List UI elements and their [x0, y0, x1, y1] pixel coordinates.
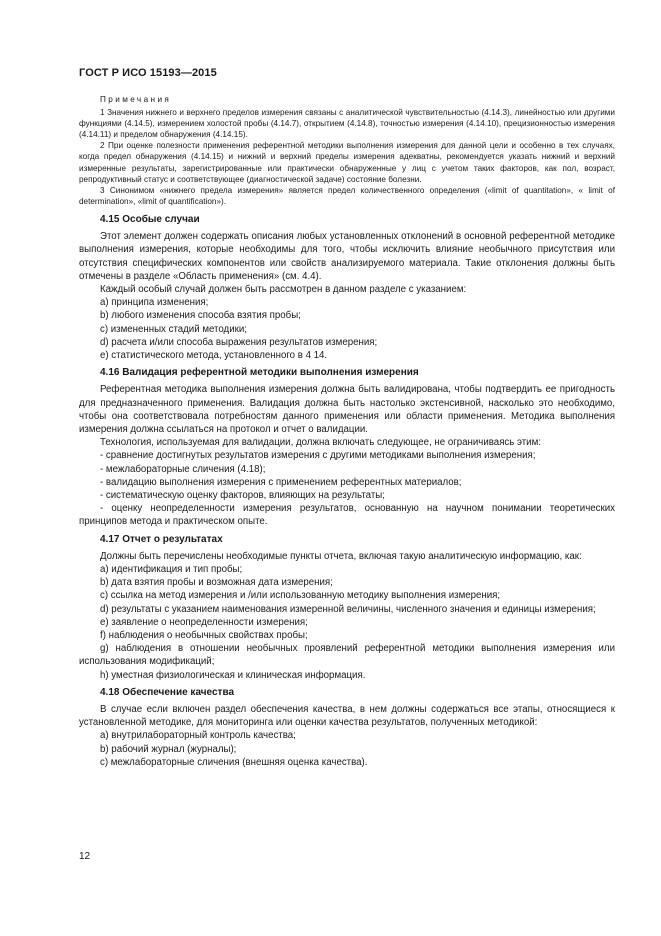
section-4-16-paragraph: Технология, используемая для валидации, должна включать следующее, не ограничиваясь этим: — [100, 437, 541, 449]
list-item: - оценку неопределенности измерения результатов, основанную на научном понимании теоретических принципов метода и практическом опыте. — [79, 503, 615, 528]
list-item: f) наблюдения о необычных свойствах пробы; — [100, 630, 308, 642]
notes-block — [79, 94, 615, 207]
list-item: e) статистического метода, установленного в 4 14. — [100, 349, 328, 361]
document-body — [79, 94, 615, 769]
section-4-15-paragraph: Каждый особый случай должен быть рассмотрен в данном разделе с указанием: — [100, 283, 467, 295]
section-4-17-paragraph: Должны быть перечислены необходимые пункты отчета, включая такую аналитическую информацию, как: — [100, 550, 582, 562]
list-item: c) измененных стадий методики; — [100, 323, 247, 335]
list-item: b) любого изменения способа взятия пробы; — [100, 310, 301, 322]
list-item: e) заявление о неопределенности измерения; — [100, 616, 308, 628]
list-item: b) рабочий журнал (журналы); — [100, 743, 237, 755]
list-item: - валидацию выполнения измерения с применением референтных материалов; — [100, 476, 462, 488]
note-2: 2 При оценке полезности применения референтной методики выполнения измерения для данной цели и особенно в тех случаях, когда предел обнаружения (4.14.15) и нижний и верхний пределы измерения адекватны, рекомендуется указать нижний и верхний измеренные результаты, зарегистрированные или практически обнаруженные у лиц с учетом таких факторов, как пол, возраст, репродуктивный статус и соответствующее (диагностической задаче) состояние болезни. — [79, 141, 615, 184]
list-item: - сравнение достигнутых результатов измерения с другими методиками выполнения измерения; — [100, 450, 536, 462]
document-header: ГОСТ Р ИСО 15193—2015 — [79, 67, 217, 79]
section-4-17-heading: 4.17 Отчет о результатах — [100, 533, 223, 545]
list-item: c) межлабораторные сличения (внешняя оценка качества). — [100, 756, 368, 768]
list-item: a) принципа изменения; — [100, 297, 209, 309]
note-3: 3 Синонимом «нижнего предела измерения» является предел количественного определения («limit of quantitation», « limit of determination», «limit of quantification»). — [79, 185, 615, 206]
note-1: 1 Значения нижнего и верхнего пределов измерения связаны с аналитической чувствительностью (4.14.3), линейностью или другими функциями (4.14.5), измерением холостой пробы (4.14.7), открытием (4.14.8), точностью измерения (4.14.10), прецизионностью измерения (4.14.11) и пределом обнаружения (4.14.15). — [79, 108, 615, 140]
list-item: g) наблюдения в отношении необычных проявлений референтной методики выполнения измерения или использования модификаций; — [79, 643, 615, 668]
section-4-16-heading: 4.16 Валидация референтной методики выполнения измерения — [100, 367, 419, 379]
list-item: b) дата взятия пробы и возможная дата измерения; — [100, 577, 333, 589]
list-item: a) внутрилабораторный контроль качества; — [100, 730, 296, 742]
notes-title: Примечания — [100, 95, 172, 104]
list-item: d) результаты с указанием наименования измеренной величины, численного значения и единицы измерения; — [100, 603, 596, 615]
section-4-18-heading: 4.18 Обеспечение качества — [100, 686, 235, 698]
list-item: - систематическую оценку факторов, влияющих на результаты; — [100, 490, 385, 501]
list-item: d) расчета и/или способа выражения результатов измерения; — [100, 336, 378, 348]
section-4-16-paragraph: Референтная методика выполнения измерения должна быть валидирована, чтобы подтвердить ее пригодность для предназначенного применения. Валидация должна быть настолько экстенсивной, насколько это необходимо, чтобы она соответствовала потребностям данного применения или области применения. Методика выполнения измерения должна ссылаться на протокол и отчет о валидации. — [79, 384, 615, 435]
section-4-15-paragraph: Этот элемент должен содержать описания любых установленных отклонений в основной референтной методике выполнения измерения, которые необходимы для того, чтобы исключить влияние необычного присутствия или отсутствия специфических компонентов или свойств анализируемого материала. Такие отклонения должны быть отмечены в разделе «Область применения» (см. 4.4). — [79, 231, 615, 282]
section-4-18-paragraph: В случае если включен раздел обеспечения качества, в нем должны содержаться все этапы, относящиеся к установленной методике, для мониторинга или оценки качества результатов, полученных методикой: — [79, 704, 615, 729]
list-item: a) идентификация и тип пробы; — [100, 564, 243, 576]
list-item: c) ссылка на метод измерения и /или использованную методику выполнения измерения; — [100, 590, 501, 602]
page-number: 12 — [79, 851, 91, 862]
list-item: h) уместная физиологическая и клиническая информация. — [100, 669, 366, 681]
list-item: - межлабораторные сличения (4.18); — [100, 463, 266, 475]
section-4-15-heading: 4.15 Особые случаи — [100, 213, 200, 225]
